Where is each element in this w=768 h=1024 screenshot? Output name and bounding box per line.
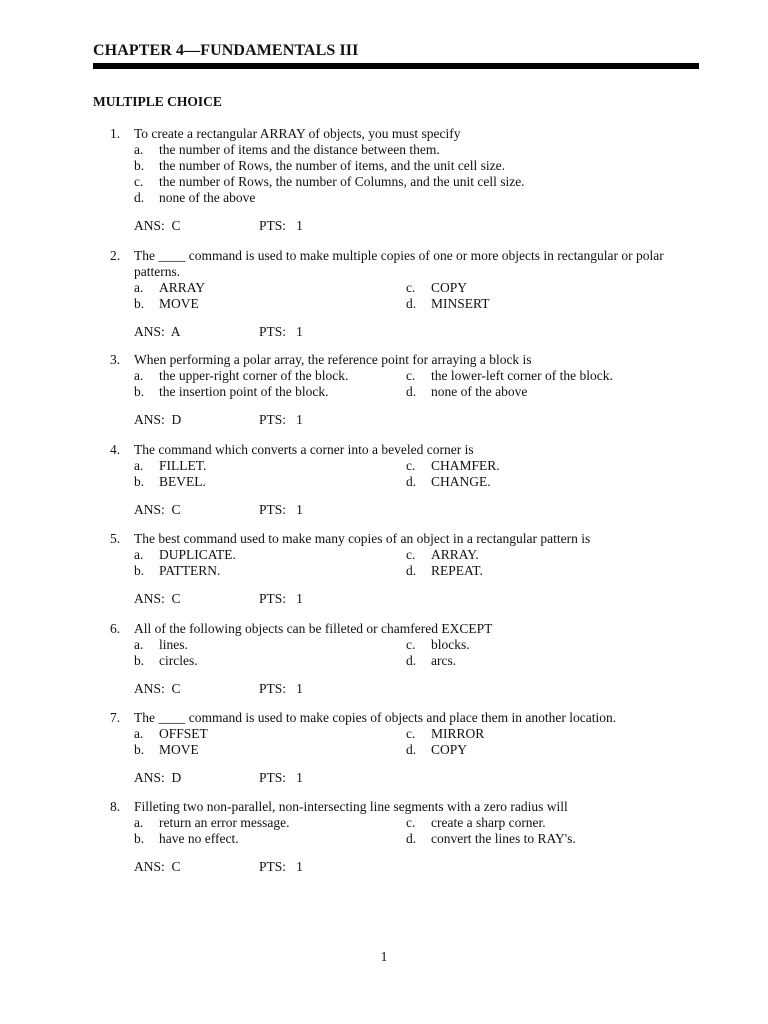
option-letter: a. bbox=[134, 280, 144, 295]
question-text: To create a rectangular ARRAY of objects, you must specify bbox=[134, 126, 461, 141]
option-letter: d. bbox=[406, 384, 417, 399]
question-text: The ____ command is used to make multiple copies of one or more objects in rectangular or polar patterns. bbox=[134, 248, 664, 279]
points-label: PTS: 1 bbox=[259, 324, 303, 339]
option-letter: a. bbox=[134, 368, 144, 383]
question-number: 5. bbox=[110, 531, 121, 546]
question-number: 8. bbox=[110, 799, 121, 814]
points-label: PTS: 1 bbox=[259, 859, 303, 874]
option-text: MOVE bbox=[159, 742, 199, 757]
option-text: the number of Rows, the number of Columns, and the unit cell size. bbox=[159, 174, 525, 189]
option-letter: d. bbox=[406, 563, 417, 578]
question-text: The command which converts a corner into a beveled corner is bbox=[134, 442, 474, 457]
option-letter: a. bbox=[134, 458, 144, 473]
option-letter: b. bbox=[134, 831, 145, 846]
answer-label: ANS: D bbox=[134, 412, 182, 427]
option-letter: c. bbox=[406, 368, 416, 383]
option-text: the insertion point of the block. bbox=[159, 384, 329, 399]
option-text: CHANGE. bbox=[431, 474, 491, 489]
option-text: REPEAT. bbox=[431, 563, 483, 578]
option-letter: a. bbox=[134, 726, 144, 741]
option-letter: c. bbox=[406, 280, 416, 295]
option-text: blocks. bbox=[431, 637, 470, 652]
option-text: the number of Rows, the number of items, and the unit cell size. bbox=[159, 158, 506, 173]
option-text: ARRAY bbox=[159, 280, 206, 295]
option-letter: d. bbox=[406, 474, 417, 489]
title-rule bbox=[93, 63, 699, 69]
option-text: the lower-left corner of the block. bbox=[431, 368, 613, 383]
option-letter: c. bbox=[406, 815, 416, 830]
page-title: CHAPTER 4—FUNDAMENTALS III bbox=[93, 42, 359, 59]
answer-label: ANS: D bbox=[134, 770, 182, 785]
option-letter: b. bbox=[134, 158, 145, 173]
section-heading: MULTIPLE CHOICE bbox=[93, 94, 222, 109]
answer-label: ANS: A bbox=[134, 324, 181, 339]
question-number: 1. bbox=[110, 126, 121, 141]
option-text: return an error message. bbox=[159, 815, 290, 830]
option-text: CHAMFER. bbox=[431, 458, 500, 473]
points-label: PTS: 1 bbox=[259, 591, 303, 606]
question-number: 4. bbox=[110, 442, 121, 457]
question-number: 3. bbox=[110, 352, 121, 367]
question-text: When performing a polar array, the reference point for arraying a block is bbox=[134, 352, 532, 367]
option-text: COPY bbox=[431, 280, 468, 295]
option-text: create a sharp corner. bbox=[431, 815, 546, 830]
option-text: the upper-right corner of the block. bbox=[159, 368, 349, 383]
option-text: circles. bbox=[159, 653, 198, 668]
page-number: 1 bbox=[380, 949, 388, 964]
question-text: All of the following objects can be filleted or chamfered EXCEPT bbox=[134, 621, 493, 636]
option-letter: d. bbox=[406, 742, 417, 757]
option-letter: b. bbox=[134, 296, 145, 311]
option-letter: b. bbox=[134, 653, 145, 668]
option-letter: c. bbox=[406, 458, 416, 473]
option-letter: a. bbox=[134, 637, 144, 652]
points-label: PTS: 1 bbox=[259, 681, 303, 696]
option-letter: c. bbox=[406, 637, 416, 652]
answer-label: ANS: C bbox=[134, 859, 181, 874]
option-text: none of the above bbox=[431, 384, 528, 399]
option-text: have no effect. bbox=[159, 831, 239, 846]
option-letter: b. bbox=[134, 563, 145, 578]
question-number: 2. bbox=[110, 248, 121, 263]
option-text: MIRROR bbox=[431, 726, 485, 741]
option-text: convert the lines to RAY's. bbox=[431, 831, 576, 846]
option-letter: d. bbox=[134, 190, 145, 205]
points-label: PTS: 1 bbox=[259, 770, 303, 785]
question-number: 6. bbox=[110, 621, 121, 636]
option-letter: a. bbox=[134, 815, 144, 830]
answer-label: ANS: C bbox=[134, 218, 181, 233]
option-text: the number of items and the distance between them. bbox=[159, 142, 440, 157]
option-text: MOVE bbox=[159, 296, 199, 311]
option-text: DUPLICATE. bbox=[159, 547, 236, 562]
question-number: 7. bbox=[110, 710, 121, 725]
option-text: PATTERN. bbox=[159, 563, 221, 578]
question-text: Filleting two non-parallel, non-intersecting line segments with a zero radius will bbox=[134, 799, 568, 814]
option-text: BEVEL. bbox=[159, 474, 206, 489]
question-text: The best command used to make many copies of an object in a rectangular pattern is bbox=[134, 531, 591, 546]
option-text: ARRAY. bbox=[431, 547, 479, 562]
option-letter: a. bbox=[134, 142, 144, 157]
option-letter: c. bbox=[406, 726, 416, 741]
option-text: FILLET. bbox=[159, 458, 207, 473]
option-letter: d. bbox=[406, 831, 417, 846]
points-label: PTS: 1 bbox=[259, 502, 303, 517]
option-letter: a. bbox=[134, 547, 144, 562]
option-letter: b. bbox=[134, 474, 145, 489]
option-letter: d. bbox=[406, 653, 417, 668]
option-text: none of the above bbox=[159, 190, 256, 205]
question-text: The ____ command is used to make copies of objects and place them in another location. bbox=[134, 710, 617, 725]
option-text: MINSERT bbox=[431, 296, 490, 311]
option-letter: c. bbox=[134, 174, 144, 189]
answer-label: ANS: C bbox=[134, 502, 181, 517]
option-letter: b. bbox=[134, 742, 145, 757]
answer-label: ANS: C bbox=[134, 681, 181, 696]
option-text: OFFSET bbox=[159, 726, 208, 741]
answer-label: ANS: C bbox=[134, 591, 181, 606]
points-label: PTS: 1 bbox=[259, 218, 303, 233]
option-text: lines. bbox=[159, 637, 188, 652]
points-label: PTS: 1 bbox=[259, 412, 303, 427]
option-letter: d. bbox=[406, 296, 417, 311]
option-letter: c. bbox=[406, 547, 416, 562]
option-text: COPY bbox=[431, 742, 468, 757]
option-letter: b. bbox=[134, 384, 145, 399]
option-text: arcs. bbox=[431, 653, 457, 668]
